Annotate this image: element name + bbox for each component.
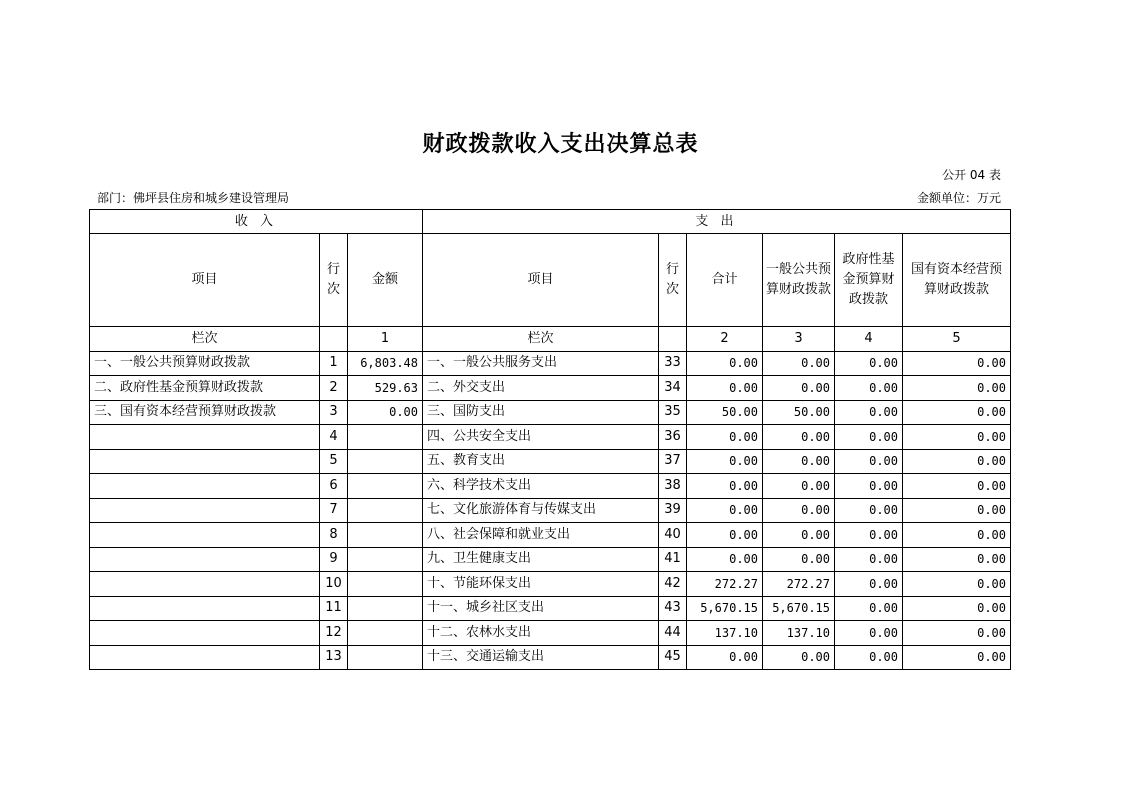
table-row: [90, 425, 1011, 450]
column-index-row: [90, 327, 1011, 352]
budget-summary-table: [89, 209, 1011, 670]
expense-row-no-cell: 45: [659, 645, 687, 670]
state-capital-index: 5: [903, 327, 1011, 352]
expense-item-cell: 四、公共安全支出: [423, 425, 659, 450]
total-cell: 50.00: [687, 400, 763, 425]
table-row: [90, 474, 1011, 499]
state-capital-cell: 0.00: [903, 376, 1011, 401]
income-row-no-cell: 1: [320, 351, 348, 376]
income-amount-cell: [348, 425, 423, 450]
income-row-no-cell: 5: [320, 449, 348, 474]
expense-row-no-cell: 44: [659, 621, 687, 646]
table-row: [90, 523, 1011, 548]
amount-unit-label: 金额单位：万元: [916, 191, 1001, 205]
table-row: [90, 645, 1011, 670]
state-capital-cell: 0.00: [903, 645, 1011, 670]
gov-fund-cell: 0.00: [835, 376, 903, 401]
expense-item-cell: 十一、城乡社区支出: [423, 596, 659, 621]
income-row-no-cell: 3: [320, 400, 348, 425]
table-row: [90, 572, 1011, 597]
expense-item-cell: 八、社会保障和就业支出: [423, 523, 659, 548]
income-amount-cell: [348, 498, 423, 523]
department-label: 部门：佛坪县住房和城乡建设管理局: [97, 191, 290, 205]
income-item-cell: [90, 596, 320, 621]
income-row-no-cell: 11: [320, 596, 348, 621]
income-row-no-cell: 8: [320, 523, 348, 548]
table-row: [90, 498, 1011, 523]
income-amount-cell: [348, 523, 423, 548]
expense-row-no-header: 行次: [659, 234, 687, 327]
income-row-no-cell: 10: [320, 572, 348, 597]
income-index-label: 栏次: [90, 327, 320, 352]
gov-fund-cell: 0.00: [835, 400, 903, 425]
gov-fund-cell: 0.00: [835, 572, 903, 597]
general-budget-cell: 272.27: [763, 572, 835, 597]
income-item-cell: [90, 547, 320, 572]
gov-fund-cell: 0.00: [835, 547, 903, 572]
income-amount-cell: 6,803.48: [348, 351, 423, 376]
total-cell: 5,670.15: [687, 596, 763, 621]
gov-fund-cell: 0.00: [835, 351, 903, 376]
gov-fund-cell: 0.00: [835, 523, 903, 548]
expense-item-cell: 九、卫生健康支出: [423, 547, 659, 572]
state-capital-cell: 0.00: [903, 400, 1011, 425]
income-amount-cell: [348, 621, 423, 646]
expense-item-cell: 六、科学技术支出: [423, 474, 659, 499]
expense-row-no-cell: 37: [659, 449, 687, 474]
expense-item-header: 项目: [423, 234, 659, 327]
table-row: [90, 621, 1011, 646]
income-item-cell: [90, 449, 320, 474]
income-item-cell: [90, 572, 320, 597]
income-row-no-cell: 7: [320, 498, 348, 523]
column-header-row: [90, 234, 1011, 327]
expense-index-label: 栏次: [423, 327, 659, 352]
gov-fund-index: 4: [835, 327, 903, 352]
expense-row-no-cell: 41: [659, 547, 687, 572]
state-capital-cell: 0.00: [903, 621, 1011, 646]
income-item-cell: 三、国有资本经营预算财政拨款: [90, 400, 320, 425]
expense-section-header: 支 出: [423, 210, 1011, 234]
state-capital-cell: 0.00: [903, 572, 1011, 597]
table-row: [90, 351, 1011, 376]
general-budget-cell: 0.00: [763, 376, 835, 401]
income-amount-cell: 0.00: [348, 400, 423, 425]
table-row: [90, 596, 1011, 621]
total-cell: 0.00: [687, 523, 763, 548]
income-row-no-cell: 2: [320, 376, 348, 401]
total-cell: 0.00: [687, 645, 763, 670]
expense-row-no-cell: 40: [659, 523, 687, 548]
general-budget-cell: 50.00: [763, 400, 835, 425]
income-row-no-cell: 9: [320, 547, 348, 572]
gov-fund-cell: 0.00: [835, 621, 903, 646]
form-number: 公开 04 表: [942, 168, 1001, 182]
expense-item-cell: 十二、农林水支出: [423, 621, 659, 646]
total-header: 合计: [687, 234, 763, 327]
section-header-row: [90, 210, 1011, 234]
income-amount-cell: [348, 572, 423, 597]
state-capital-cell: 0.00: [903, 425, 1011, 450]
income-amount-cell: [348, 449, 423, 474]
total-cell: 0.00: [687, 425, 763, 450]
total-cell: 137.10: [687, 621, 763, 646]
income-amount-cell: [348, 645, 423, 670]
gov-fund-cell: 0.00: [835, 449, 903, 474]
expense-item-cell: 一、一般公共服务支出: [423, 351, 659, 376]
general-budget-cell: 0.00: [763, 351, 835, 376]
general-budget-cell: 0.00: [763, 449, 835, 474]
general-index: 3: [763, 327, 835, 352]
gov-fund-cell: 0.00: [835, 425, 903, 450]
table-row: [90, 400, 1011, 425]
gov-fund-cell: 0.00: [835, 474, 903, 499]
income-amount-index: 1: [348, 327, 423, 352]
state-capital-cell: 0.00: [903, 523, 1011, 548]
general-budget-cell: 0.00: [763, 498, 835, 523]
total-index: 2: [687, 327, 763, 352]
expense-row-no-cell: 34: [659, 376, 687, 401]
state-capital-cell: 0.00: [903, 474, 1011, 499]
total-cell: 0.00: [687, 547, 763, 572]
expense-item-cell: 三、国防支出: [423, 400, 659, 425]
income-section-header: 收 入: [90, 210, 423, 234]
total-cell: 0.00: [687, 498, 763, 523]
income-row-no-cell: 6: [320, 474, 348, 499]
page-title: 财政拨款收入支出决算总表: [422, 131, 699, 157]
income-item-cell: [90, 645, 320, 670]
general-budget-cell: 137.10: [763, 621, 835, 646]
general-budget-cell: 0.00: [763, 645, 835, 670]
state-capital-cell: 0.00: [903, 351, 1011, 376]
expense-row-no-cell: 39: [659, 498, 687, 523]
state-capital-header: 国有资本经营预算财政拨款: [903, 234, 1011, 327]
expense-row-no-cell: 35: [659, 400, 687, 425]
general-budget-cell: 0.00: [763, 425, 835, 450]
total-cell: 0.00: [687, 449, 763, 474]
income-item-cell: [90, 425, 320, 450]
expense-row-no-cell: 42: [659, 572, 687, 597]
income-row-no-cell: 4: [320, 425, 348, 450]
expense-row-no-cell: 43: [659, 596, 687, 621]
total-cell: 0.00: [687, 474, 763, 499]
table-row: [90, 547, 1011, 572]
expense-row-no-cell: 33: [659, 351, 687, 376]
total-cell: 0.00: [687, 351, 763, 376]
general-budget-cell: 0.00: [763, 474, 835, 499]
income-row-no-cell: 12: [320, 621, 348, 646]
table-row: [90, 376, 1011, 401]
income-row-no-header: 行次: [320, 234, 348, 327]
income-amount-cell: [348, 596, 423, 621]
income-item-header: 项目: [90, 234, 320, 327]
expense-item-cell: 十三、交通运输支出: [423, 645, 659, 670]
income-amount-cell: 529.63: [348, 376, 423, 401]
general-budget-cell: 0.00: [763, 547, 835, 572]
income-item-cell: [90, 621, 320, 646]
table-row: [90, 449, 1011, 474]
expense-item-cell: 十、节能环保支出: [423, 572, 659, 597]
gov-fund-cell: 0.00: [835, 498, 903, 523]
state-capital-cell: 0.00: [903, 498, 1011, 523]
total-cell: 0.00: [687, 376, 763, 401]
income-amount-cell: [348, 547, 423, 572]
income-amount-header: 金额: [348, 234, 423, 327]
income-item-cell: [90, 474, 320, 499]
expense-item-cell: 二、外交支出: [423, 376, 659, 401]
expense-item-cell: 七、文化旅游体育与传媒支出: [423, 498, 659, 523]
gov-fund-header: 政府性基金预算财政拨款: [835, 234, 903, 327]
income-row-no-cell: 13: [320, 645, 348, 670]
general-budget-header: 一般公共预算财政拨款: [763, 234, 835, 327]
total-cell: 272.27: [687, 572, 763, 597]
general-budget-cell: 0.00: [763, 523, 835, 548]
income-item-cell: [90, 523, 320, 548]
income-item-cell: 一、一般公共预算财政拨款: [90, 351, 320, 376]
state-capital-cell: 0.00: [903, 449, 1011, 474]
state-capital-cell: 0.00: [903, 547, 1011, 572]
expense-row-no-cell: 36: [659, 425, 687, 450]
income-item-cell: [90, 498, 320, 523]
expense-row-no-cell: 38: [659, 474, 687, 499]
expense-item-cell: 五、教育支出: [423, 449, 659, 474]
income-amount-cell: [348, 474, 423, 499]
gov-fund-cell: 0.00: [835, 645, 903, 670]
income-item-cell: 二、政府性基金预算财政拨款: [90, 376, 320, 401]
gov-fund-cell: 0.00: [835, 596, 903, 621]
general-budget-cell: 5,670.15: [763, 596, 835, 621]
state-capital-cell: 0.00: [903, 596, 1011, 621]
